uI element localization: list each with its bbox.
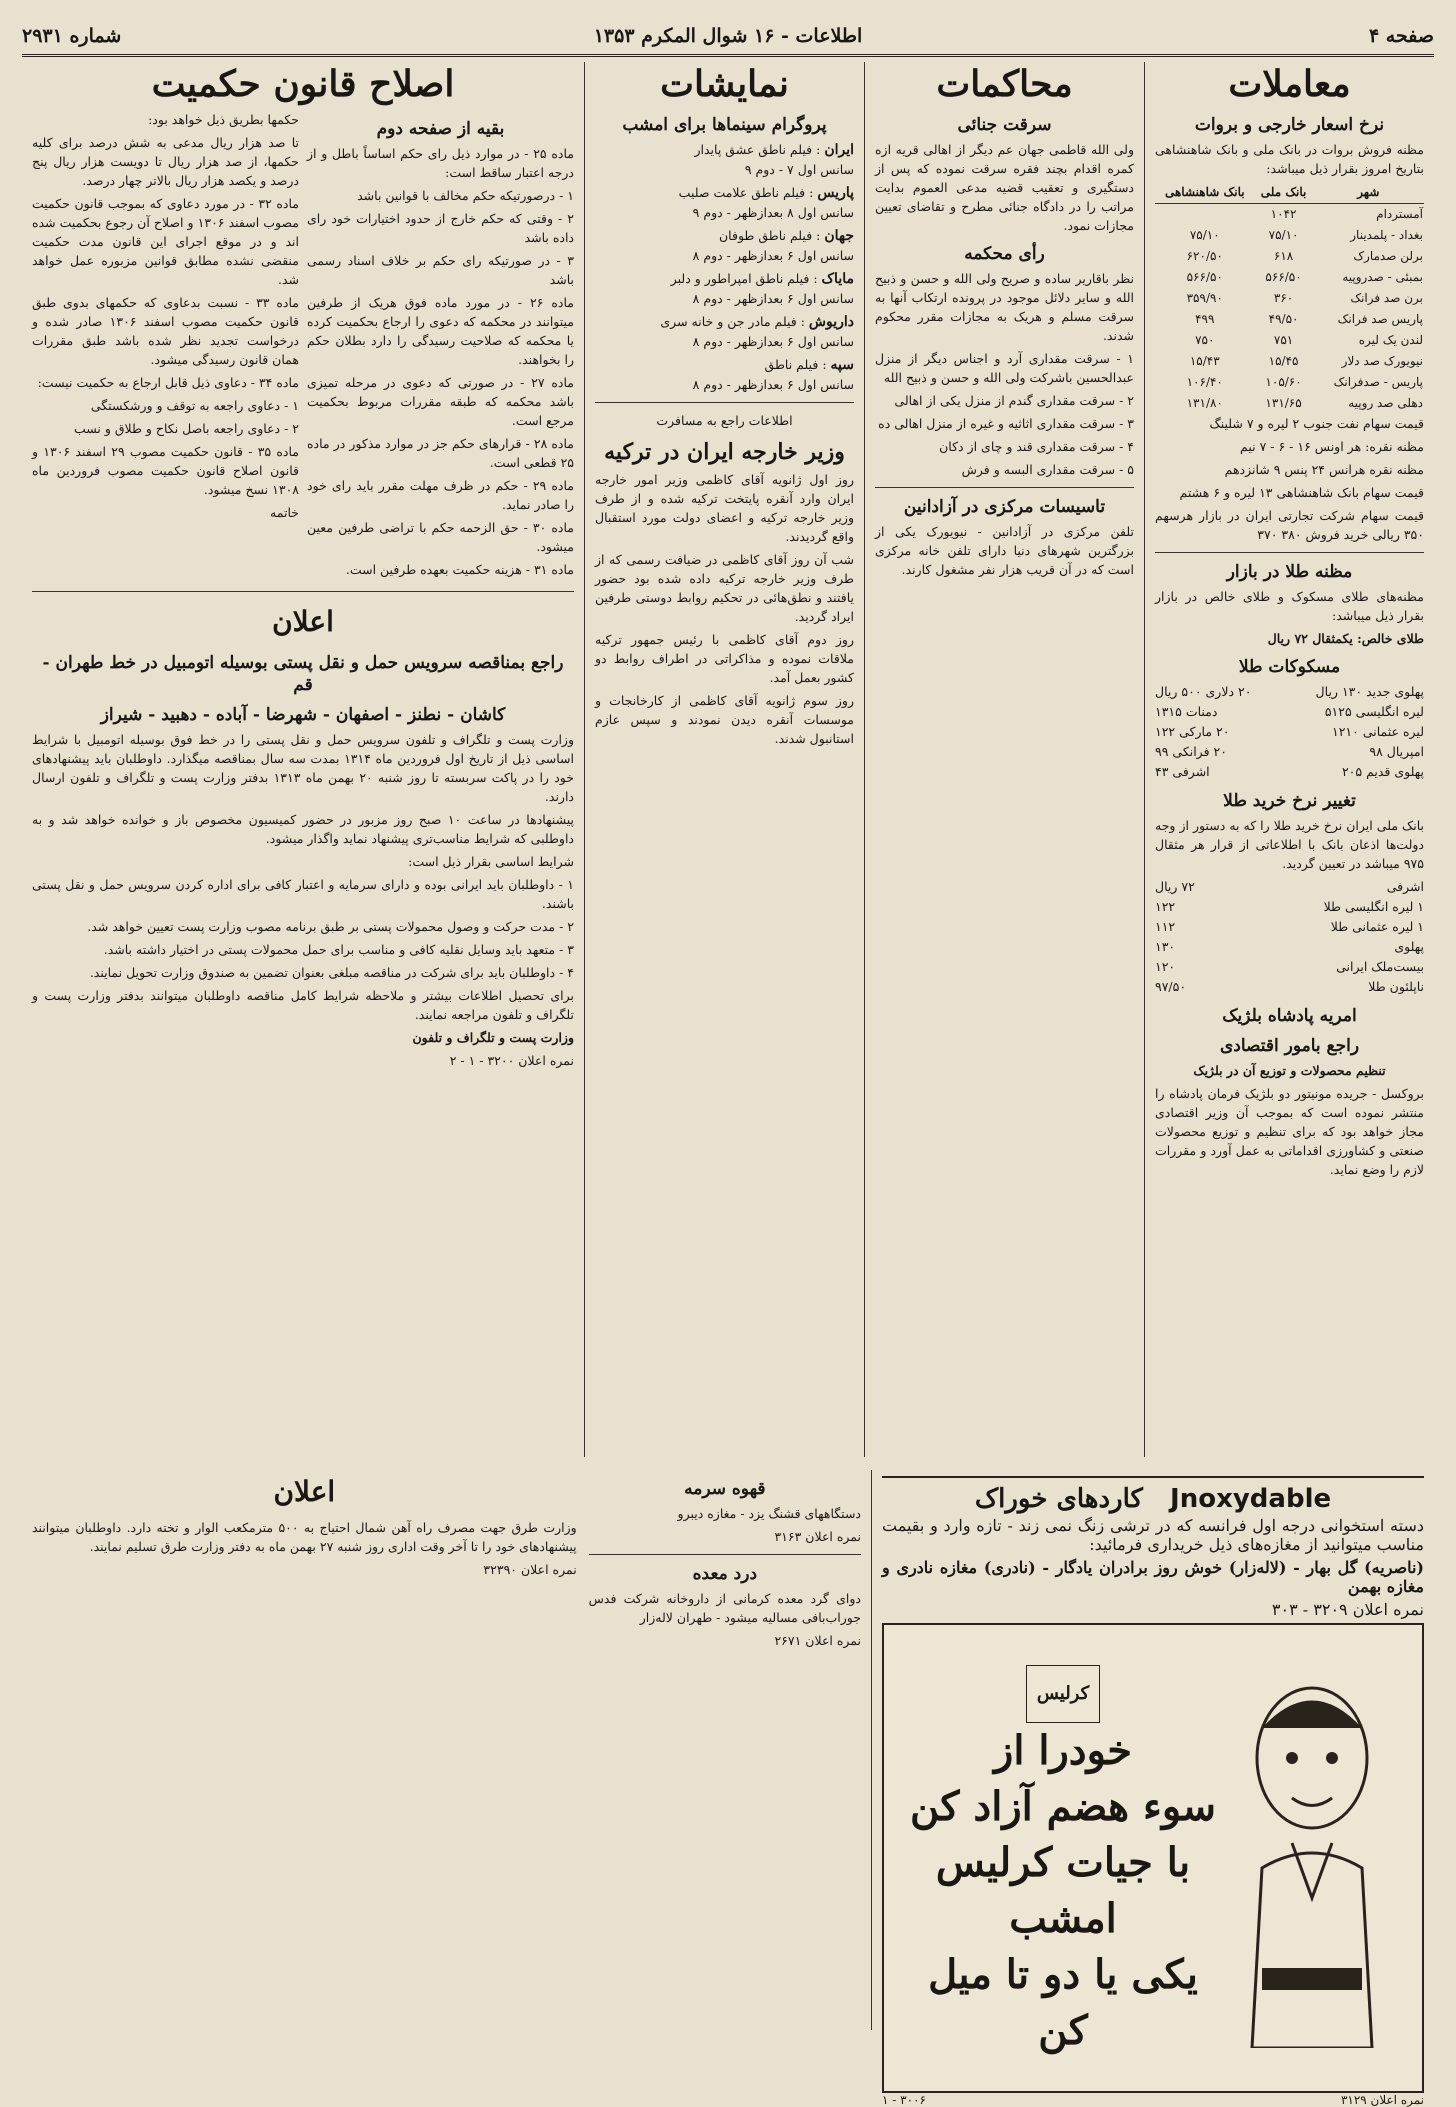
rates-notes <box>1155 414 1424 544</box>
knife-ref: نمره اعلان ۳۲۰۹ - ۳۰۳ <box>1271 1600 1424 1619</box>
gold-price-value: ۱۲۰ <box>1155 959 1176 974</box>
coin-b: ۲۰ مارکی ۱۲۲ <box>1155 724 1230 739</box>
knife-shops: (ناصریه) گل بهار - (لاله‌زار) خوش روز برادران یادگار - (نادری) مغازه نادری و مغازه بهمن <box>882 1558 1424 1596</box>
case-title: سرقت جنائی <box>957 115 1052 135</box>
rates-city: نیویورک صد دلار <box>1341 354 1423 368</box>
rates-header-shahi: بانک شاهنشاهی <box>1155 182 1255 204</box>
cinema-film: فیلم مادر جن و خانه سری <box>660 314 797 329</box>
coin-a: امپریال ۹۸ <box>1369 744 1424 759</box>
law-article: ۳ - در صورتیکه رای حکم بر خلاف اسناد رسمی باشد <box>307 253 574 287</box>
rates-melli: ۴۹/۵۰ <box>1268 312 1299 326</box>
rates-melli: ۱۰۴۲ <box>1270 207 1297 221</box>
notice1-paragraph: شرایط اساسی بقرار ذیل است: <box>408 854 574 869</box>
cinema-film: فیلم ناطق طوفان <box>718 228 813 243</box>
rates-melli: ۱۳۱/۶۵ <box>1265 396 1302 410</box>
notice2-ref: نمره اعلان ۳۲۳۹۰ <box>483 1562 577 1577</box>
gold-heading: مظنه طلا در بازار <box>1226 562 1353 582</box>
law-left <box>32 110 299 583</box>
cafe-ad <box>589 1470 861 1654</box>
minister-article <box>595 470 854 748</box>
gold-price-row <box>1155 937 1424 957</box>
law-article: ماده ۲۷ - در صورتی که دعوی در مرحله تمیزی باشد محکمه که طبقه مقررات مربوط بحکمیت مرجع است. <box>307 375 575 428</box>
notice1-sub1: راجع بمناقصه سرویس حمل و نقل پستی بوسیله اتومبیل در خط طهران - قم <box>42 653 564 695</box>
minister-paragraph: روز دوم آقای کاظمی با رئیس جمهور ترکیه ملاقات نموده و مذاکراتی در اطراف روابط دو کشور بعمل آمد. <box>595 632 854 685</box>
cinema-item: جهان : فیلم ناطق طوفان سانس اول ۶ بعدازظهر - دوم ۸ <box>692 228 854 263</box>
law-body <box>32 110 574 583</box>
law-article: ۲ - دعاوی راجعه باصل نکاح و طلاق و نسب <box>73 421 299 436</box>
pain-ref: نمره اعلان ۲۶۷۱ <box>774 1633 861 1648</box>
rates-note: قیمت سهام بانک شاهنشاهی ۱۳ لیره و ۶ هشتم <box>1179 485 1424 500</box>
cinema-film: فیلم ناطق علامت صلیب <box>678 185 806 200</box>
notice1-paragraph: ۲ - مدت حرکت و وصول محمولات پستی بر طبق برنامه مصوب وزارت پست تعیین خواهد شد. <box>87 919 574 934</box>
minister-source: اطلاعات راجع به مسافرت <box>656 413 793 428</box>
coin-b: ۲۰ دلاری ۵۰۰ ریال <box>1155 684 1252 699</box>
law-column <box>22 62 584 1457</box>
trial-item: ۴ - سرقت مقداری قند و چای از دکان <box>939 439 1134 454</box>
law-article: ۱ - دعاوی راجعه به توقف و ورشکستگی <box>90 398 299 413</box>
trial-item: ۱ - سرقت مقداری آرد و اجناس دیگر از منزل عبدالحسین باشرکت ولی الله و حسن و ذبیح الله <box>875 351 1134 385</box>
gold-price-row <box>1155 897 1424 917</box>
main-columns <box>22 62 1434 1457</box>
coin-row <box>1155 762 1424 782</box>
ad-slogan <box>904 1658 1222 2059</box>
gold-price-row <box>1155 957 1424 977</box>
cinema-name: جهان <box>824 228 854 244</box>
gold-intro: مظنه‌های طلای مسکوک و طلای خالص در بازار بقرار ذیل میباشد: <box>1155 589 1424 623</box>
rates-melli: ۳۶۰ <box>1273 291 1294 305</box>
law-article: ماده ۲۵ - در موارد ذیل رای حکم اساساً باطل و از درجه اعتبار ساقط است: <box>307 146 574 180</box>
law-article: تا صد هزار ریال مدعی به شش درصد برای کلیه حکمها، از صد هزار ریال تا دویست هزار ریال پنج درصد و یکصد هزار ریال بالاتر چهار درصد. <box>32 135 299 188</box>
notice1-paragraph: ۳ - متعهد باید وسایل نقلیه کافی و مناسب برای حمل محمولات پستی در اختیار داشته باشد. <box>103 942 574 957</box>
notice1-sub2: کاشان - نطنز - اصفهان - شهرضا - آباده - دهبید - شیراز <box>100 705 506 725</box>
rates-shahi: ۱۳۱/۸۰ <box>1186 396 1223 410</box>
gold-price-row <box>1155 977 1424 997</box>
rates-city: آمستردام <box>1376 207 1423 221</box>
rates-city: لندن یک لیره <box>1358 333 1423 347</box>
gold-price-value: ۱۲۲ <box>1155 899 1176 914</box>
cinema-item: پاریس : فیلم ناطق علامت صلیب سانس اول ۸ بعدازظهر - دوم ۹ <box>678 185 854 220</box>
notice2-heading: اعلان <box>273 1475 336 1508</box>
cinema-name: مایاک <box>821 271 854 287</box>
rates-note: قیمت سهام نفت جنوب ۲ لیره و ۷ شلینگ <box>1209 416 1424 431</box>
bottom-notices <box>22 1470 872 2030</box>
cinema-times: سانس اول ۶ بعدازظهر - دوم ۸ <box>692 377 854 392</box>
cafe-text: دستگاههای قشنگ یزد - مغازه دیبرو <box>677 1506 861 1521</box>
law-article: خاتمه <box>270 505 299 520</box>
minister-paragraph: روز سوم ژانویه آقای کاظمی از کارخانجات و موسسات آنقره دیدن نمودند و سپس عازم استانبول شدند. <box>595 693 854 746</box>
tail-text: تلفن مرکزی در آزادانین - نیویورک یکی از بزرگترین شهرهای دنیا دارای تلفن خانه مرکزی است که در آن قریب هزار نفر مشغول کارند. <box>875 524 1134 577</box>
exchange-heading: تغییر نرخ خرید طلا <box>1223 791 1356 811</box>
trial-item: ۵ - سرقت مقداری البسه و فرش <box>961 462 1134 477</box>
coin-row <box>1155 702 1424 722</box>
gold-price-name: ۱ لیره انگلیسی طلا <box>1323 899 1424 914</box>
rates-shahi: ۷۵/۱۰ <box>1189 228 1220 242</box>
coin-b: دمنات ۱۳۱۵ <box>1155 704 1218 719</box>
coins-heading: مسکوکات طلا <box>1238 657 1341 677</box>
trial-items <box>875 349 1134 479</box>
cinema-times: سانس اول ۷ - دوم ۹ <box>744 162 854 177</box>
cafe-ref: نمره اعلان ۳۱۶۳ <box>774 1529 861 1544</box>
rates-table <box>1155 182 1424 414</box>
masthead <box>22 18 1434 57</box>
gold-price-value: ۹۷/۵۰ <box>1155 979 1187 994</box>
law-article: ماده ۲۹ - حکم در ظرف مهلت مقرر باید رای خود را صادر نماید. <box>307 478 575 512</box>
gold-price-value: ۱۱۲ <box>1155 919 1176 934</box>
coin-b: ۲۰ فرانکی ۹۹ <box>1155 744 1227 759</box>
gold-prices-list <box>1155 877 1424 997</box>
cinema-film: فیلم ناطق عشق پایدار <box>694 142 813 157</box>
gold-price-name: پهلوی <box>1394 939 1424 954</box>
ad-line: خودرا از <box>994 1726 1132 1774</box>
cinema-name: پاریس <box>817 185 854 201</box>
law-article: ماده ۲۶ - در مورد ماده فوق هریک از طرفین میتوانند در محکمه که دعوی را ارجاع بحکمیت کرده یا محکمه که صلاحیت رسیدگی را دارد بطلان حکم را بخواهند. <box>307 295 574 367</box>
ad-ref: نمره اعلان ۳۱۲۹ <box>1340 2093 1424 2107</box>
notice1-heading: اعلان <box>272 605 334 638</box>
rates-row <box>1155 372 1424 393</box>
exchange-text: بانک ملی ایران نرخ خرید طلا را که به دستور از وجه دولت‌ها اذعان بانک با اطلاعاتی از قرار هر مثقال ۹۷۵ میباشد در تعیین گردید. <box>1155 818 1424 871</box>
rates-shahi: ۱۵/۴۳ <box>1189 354 1220 368</box>
rates-row <box>1155 351 1424 372</box>
rates-row <box>1155 393 1424 414</box>
rates-melli: ۷۵۱ <box>1273 333 1294 347</box>
gold-price-row <box>1155 917 1424 937</box>
cinema-name: داریوش <box>808 314 854 330</box>
cinema-times: سانس اول ۶ بعدازظهر - دوم ۸ <box>692 291 854 306</box>
rates-city: برن صد فرانک <box>1350 291 1423 305</box>
rates-shahi: ۱۰۶/۴۰ <box>1186 375 1223 389</box>
coin-row <box>1155 722 1424 742</box>
ad-line: امشب <box>1009 1894 1117 1942</box>
case-text: ولی الله قاطمی جهان عم دیگر از اهالی قریه ازه کمره اقدام بچند فقره سرقت نموده که پس از دستگیری و تعقیب قضیه مدعی العموم بدایت مراتب را در دادگاه جنائی مطرح و تقاضای تعیین مجازات نمود. <box>875 142 1134 233</box>
trial-item: ۳ - سرقت مقداری اثاثیه و غیره از منزل اهالی ده <box>878 416 1134 431</box>
econ-text: بروکسل - جریده مونیتور دو بلژیک فرمان پادشاه را منتشر نموده است که بموجب آن وزیر اقتصادی مجاز خواهد بود که برای تنظیم و توزیع محصولات صنعتی و کشاورزی اقداماتی به عمل آورد و مقررات لازم را وضع نماید. <box>1155 1086 1424 1177</box>
notice1-text <box>32 730 574 1024</box>
tail-heading: تاسیسات مرکزی در آزادانین <box>903 497 1106 517</box>
rates-note: قیمت سهام شرکت تجارتی ایران در بازار هرسهم ۳۵۰ ریالی خرید فروش ۳۸۰ ۳۷۰ <box>1155 508 1424 542</box>
masthead-date: اطلاعات - ۱۶ شوال المکرم ۱۳۵۳ <box>593 25 863 47</box>
law-right <box>307 110 574 583</box>
page-number: صفحه ۴ <box>1368 25 1434 47</box>
law-continued: بقیه از صفحه دوم <box>376 119 505 139</box>
trial-item: ۲ - سرقت مقداری گندم از منزل یکی از اهالی <box>894 393 1134 408</box>
notice1-ref: نمره اعلان ۳۲۰۰ - ۱ - ۲ <box>449 1053 574 1068</box>
notice1-paragraph: وزارت پست و تلگراف و تلفون سرویس حمل و نقل پستی را در خط فوق بوسیله اتومبیل با شرایط اساسی ذیل از تاریخ اول فروردین ماه ۱۳۱۴ بمدت سه سال بمناقصه میگذارد. داوطلبان باید پیشنهادهای خود را در پاکت سربسته تا روز شنبه ۲۰ بهمن ماه ۱۳۱۳ بدفتر وزارت پست و تلگراف و تلفون ارسال دارند. <box>32 732 574 804</box>
cinema-times: سانس اول ۸ بعدازظهر - دوم ۹ <box>692 205 854 220</box>
rates-city: پاریس صد فرانک <box>1337 312 1423 326</box>
coin-row <box>1155 682 1424 702</box>
notice2 <box>32 1470 577 1654</box>
gold-price-row <box>1155 877 1424 897</box>
rates-intro: مظنه فروش بروات در بانک ملی و بانک شاهنشاهی بتاریخ امروز بقرار ذیل میباشد: <box>1155 142 1424 176</box>
coin-a: لیره انگلیسی ۵۱۲۵ <box>1324 704 1424 719</box>
coins-list <box>1155 682 1424 782</box>
cafe-heading: قهوه سرمه <box>684 1479 766 1499</box>
gold-bar-price: طلای خالص: یکمثقال ۷۲ ریال <box>1267 631 1424 646</box>
knife-heading: کارد‌های خوراک <box>974 1484 1143 1514</box>
verdict-title: رأی محکمه <box>964 244 1045 264</box>
program-title: پروگرام سینماها برای امشب <box>622 115 827 135</box>
bottom-section <box>22 1470 1434 2107</box>
minister-paragraph: شب آن روز آقای کاظمی در ضیافت رسمی که از طرف وزیر خارجه ترکیه داده شده بود حضور یافتند و نطق‌هائی در تحکیم روابط دوستی طرفین ایراد گردید. <box>595 552 854 624</box>
rates-shahi: ۵۶۶/۵۰ <box>1186 270 1223 284</box>
rates-note: مظنه نقره: هر اونس ۱۶ - ۶ - ۷ نیم <box>1240 439 1424 454</box>
issue-number: شماره ۲۹۳۱ <box>22 25 122 47</box>
notice1-paragraph: ۴ - داوطلبان باید برای شرکت در مناقصه مبلغی بعنوان تضمین به صندوق وزارت تحویل نمایند. <box>89 965 574 980</box>
rates-row <box>1155 225 1424 246</box>
cinema-item: سپه : فیلم ناطق سانس اول ۶ بعدازظهر - دوم ۸ <box>692 357 854 392</box>
shows-column <box>584 62 864 1457</box>
notice1-paragraph: ۱ - داوطلبان باید ایرانی بوده و دارای سرمایه و اعتبار کافی برای اداره کردن سرویس حمل و نقل پستی باشند. <box>32 877 574 911</box>
verdict-text: نظر باقاریر ساده و صریح ولی الله و حسن و ذبیح الله و سایر دلائل موجود در پرونده ارتکاب آنها به سرقت مسلم و هریک به مجازات مقرر محکوم شدند. <box>875 271 1134 343</box>
cinema-film: فیلم ناطق <box>764 357 819 372</box>
gold-price-value: ۱۳۰ <box>1155 939 1176 954</box>
minister-paragraph: روز اول ژانویه آقای کاظمی وزیر امور خارجه ایران وارد آنقره پایتخت ترکیه شده و از طرف وزیر خارجه ترکیه و اعضای دولت مورد استقبال واقع گردیدند. <box>595 472 854 544</box>
rates-city: برلن صدمارک <box>1353 249 1423 263</box>
rates-row <box>1155 330 1424 351</box>
gold-price-name: اشرفی <box>1386 879 1424 894</box>
rates-city: دهلی صد روپیه <box>1348 396 1423 410</box>
rates-melli: ۶۱۸ <box>1273 249 1294 263</box>
gold-price-value: ۷۲ ریال <box>1155 879 1195 894</box>
gold-price-name: بیست‌ملک ایرانی <box>1336 959 1424 974</box>
law-article: ماده ۳۵ - قانون حکمیت مصوب ۲۹ اسفند ۱۳۰۶ و قانون اصلاح قانون حکمیت مصوب فروردین ماه ۱۳۰۸ نسخ میشود. <box>32 444 299 497</box>
pain-text: دوای گرد معده کرمانی از داروخانه شرکت فدس جوراب‌بافی مسالیه میشود - طهران لاله‌زار <box>588 1591 861 1625</box>
rates-melli: ۱۰۵/۶۰ <box>1265 375 1302 389</box>
shows-heading: نمایشات <box>660 63 789 105</box>
law-article: ماده ۲۸ - قرارهای حکم جز در موارد مذکور در ماده ۲۵ قطعی است. <box>307 436 574 470</box>
law-article: ماده ۳۲ - در مورد دعاوی که بموجب قانون حکمیت مصوب اسفند ۱۳۰۶ و اصلاح آن رجوع بحکمیت شده اند و در موقع اجرای این قانون مدت حکمیت منقضی نشده مطابق قوانین مزبوره عمل خواهد شد. <box>32 196 299 287</box>
pain-heading: درد معده <box>692 1564 758 1584</box>
coin-row <box>1155 742 1424 762</box>
rates-header-melli: بانک ملی <box>1255 182 1313 204</box>
gold-price-name: ۱ لیره عثمانی طلا <box>1330 919 1424 934</box>
rates-shahi <box>1155 204 1255 226</box>
rates-city: پاریس - صدفرانک <box>1333 375 1423 389</box>
rates-row <box>1155 267 1424 288</box>
rates-note: مظنه نقره هرانس ۲۴ پنس ۹ شانزدهم <box>1224 462 1424 477</box>
cinema-times: سانس اول ۶ بعدازظهر - دوم ۸ <box>692 334 854 349</box>
rates-shahi: ۷۵۰ <box>1195 333 1215 347</box>
notice2-text: وزارت طرق جهت مصرف راه آهن شمال احتیاج به ۵۰۰ مترمکعب الوار و تخته دارد. داوطلبان میتوانند پیشنهادهای خود را تا آخر وقت اداری روز شنبه ۲۷ بهمن ماه به دفتر وزارت طرق تسلیم نمایند. <box>32 1520 577 1554</box>
rates-melli: ۱۵/۴۵ <box>1268 354 1299 368</box>
rates-city: بمبئی - صدروپیه <box>1342 270 1423 284</box>
minister-heading: وزیر خارجه ایران در ترکیه <box>604 439 845 465</box>
knife-text: دسته استخوانی درجه اول فرانسه که در ترشی زنگ نمی زند - تازه وارد و بقیمت مناسب میتوانید از مغازه‌های ذیل خریداری فرمائید: <box>882 1516 1424 1554</box>
trials-column <box>864 62 1144 1457</box>
rates-row <box>1155 288 1424 309</box>
rates-melli: ۷۵/۱۰ <box>1268 228 1299 242</box>
ad-ref2: ۳۰۰۶ - ۱ <box>882 2093 926 2107</box>
cinema-name: سپه <box>830 357 854 373</box>
cinema-film: فیلم ناطق امپراطور و دلبر <box>670 271 810 286</box>
advertisement-column <box>872 1470 1434 2107</box>
law-article: ماده ۳۱ - هزینه حکمیت بعهده طرفین است. <box>345 562 574 577</box>
coin-b: اشرفی ۴۳ <box>1155 764 1210 779</box>
econ-heading: راجع بامور اقتصادی <box>1219 1036 1360 1056</box>
law-article: حکمها بطریق ذیل خواهد بود: <box>148 112 299 127</box>
rates-header-city: شهر <box>1313 182 1424 204</box>
rates-title: نرخ اسعار خارجی و بروات <box>1194 115 1385 135</box>
rates-row <box>1155 246 1424 267</box>
law-article: ماده ۳۰ - حق الزحمه حکم با تراضی طرفین معین میشود. <box>307 520 575 554</box>
cinema-item: ایران : فیلم ناطق عشق پایدار سانس اول ۷ - دوم ۹ <box>694 142 854 177</box>
ad-box <box>882 1623 1424 2093</box>
decree-heading: امریه پادشاه بلژیک <box>1222 1006 1357 1026</box>
law-article: ۲ - وقتی که حکم خارج از حدود اختیارات خود رای داده باشد <box>307 211 574 245</box>
transactions-heading: معاملات <box>1228 63 1351 105</box>
rates-shahi: ۴۹۹ <box>1195 312 1215 326</box>
notice1-signature: وزارت پست و تلگراف و تلفون <box>412 1030 574 1045</box>
rates-row <box>1155 204 1424 226</box>
coin-a: پهلوی قدیم ۲۰۵ <box>1341 764 1424 779</box>
rates-city: بغداد - پلمدینار <box>1350 228 1423 242</box>
knife-brand: Jnoxydable <box>1170 1484 1332 1514</box>
knife-ad <box>882 1476 1424 1619</box>
coin-a: لیره عثمانی ۱۲۱۰ <box>1332 724 1424 739</box>
rates-shahi: ۳۵۹/۹۰ <box>1186 291 1223 305</box>
law-heading: اصلاح قانون حکمیت <box>151 63 455 105</box>
cinema-times: سانس اول ۶ بعدازظهر - دوم ۸ <box>692 248 854 263</box>
cinema-name: ایران <box>824 142 854 158</box>
law-article: ۱ - درصورتیکه حکم مخالف با قوانین باشد <box>357 188 574 203</box>
ad-line: یکی یا دو تا میل کن <box>928 1950 1198 2054</box>
rates-melli: ۵۶۶/۵۰ <box>1265 270 1302 284</box>
cinema-list <box>595 140 854 394</box>
trials-heading: محاکمات <box>936 63 1073 105</box>
econ-subheading: تنظیم محصولات و توزیع آن در بلژیک <box>1193 1063 1386 1078</box>
cinema-item: داریوش : فیلم مادر جن و خانه سری سانس اول ۶ بعدازظهر - دوم ۸ <box>660 314 854 349</box>
notice1-paragraph: برای تحصیل اطلاعات بیشتر و ملاحظه شرایط کامل مناقصه داوطلبان میتوانند بدفتر وزارت پست و تلگراف و تلفون مراجعه نمایند. <box>32 988 574 1022</box>
law-article: ماده ۳۳ - نسبت بدعاوی که حکمهای بدوی طبق قانون حکمیت مصوب اسفند ۱۳۰۶ صادر شده و درخواست تجدید نظر شده باشد طبق مقررات همان قانون رسیدگی میشود. <box>32 295 299 367</box>
ad-line: سوء هضم آزاد کن <box>909 1782 1216 1830</box>
transactions-column <box>1144 62 1434 1457</box>
cinema-item: مایاک : فیلم ناطق امپراطور و دلبر سانس اول ۶ بعدازظهر - دوم ۸ <box>670 271 854 306</box>
ad-line: با جیات کرلیس <box>935 1838 1191 1886</box>
gold-price-name: ناپلئون طلا <box>1368 979 1424 994</box>
coin-a: پهلوی جدید ۱۳۰ ریال <box>1315 684 1424 699</box>
law-article: ماده ۳۴ - دعاوی ذیل قابل ارجاع به حکمیت نیست: <box>37 375 299 390</box>
notice1-paragraph: پیشنهادها در ساعت ۱۰ صبح روز مزبور در حضور کمیسیون مخصوص باز و خوانده خواهد شد و به داوطلبی که شرایط مناسب‌تری پیشنهاد نماید واگذار میشود. <box>32 812 575 846</box>
portrait-illustration <box>1222 1668 1402 2048</box>
ad-brand-label: کرلیس <box>1026 1665 1100 1723</box>
rates-shahi: ۶۲۰/۵۰ <box>1186 249 1223 263</box>
rates-row <box>1155 309 1424 330</box>
